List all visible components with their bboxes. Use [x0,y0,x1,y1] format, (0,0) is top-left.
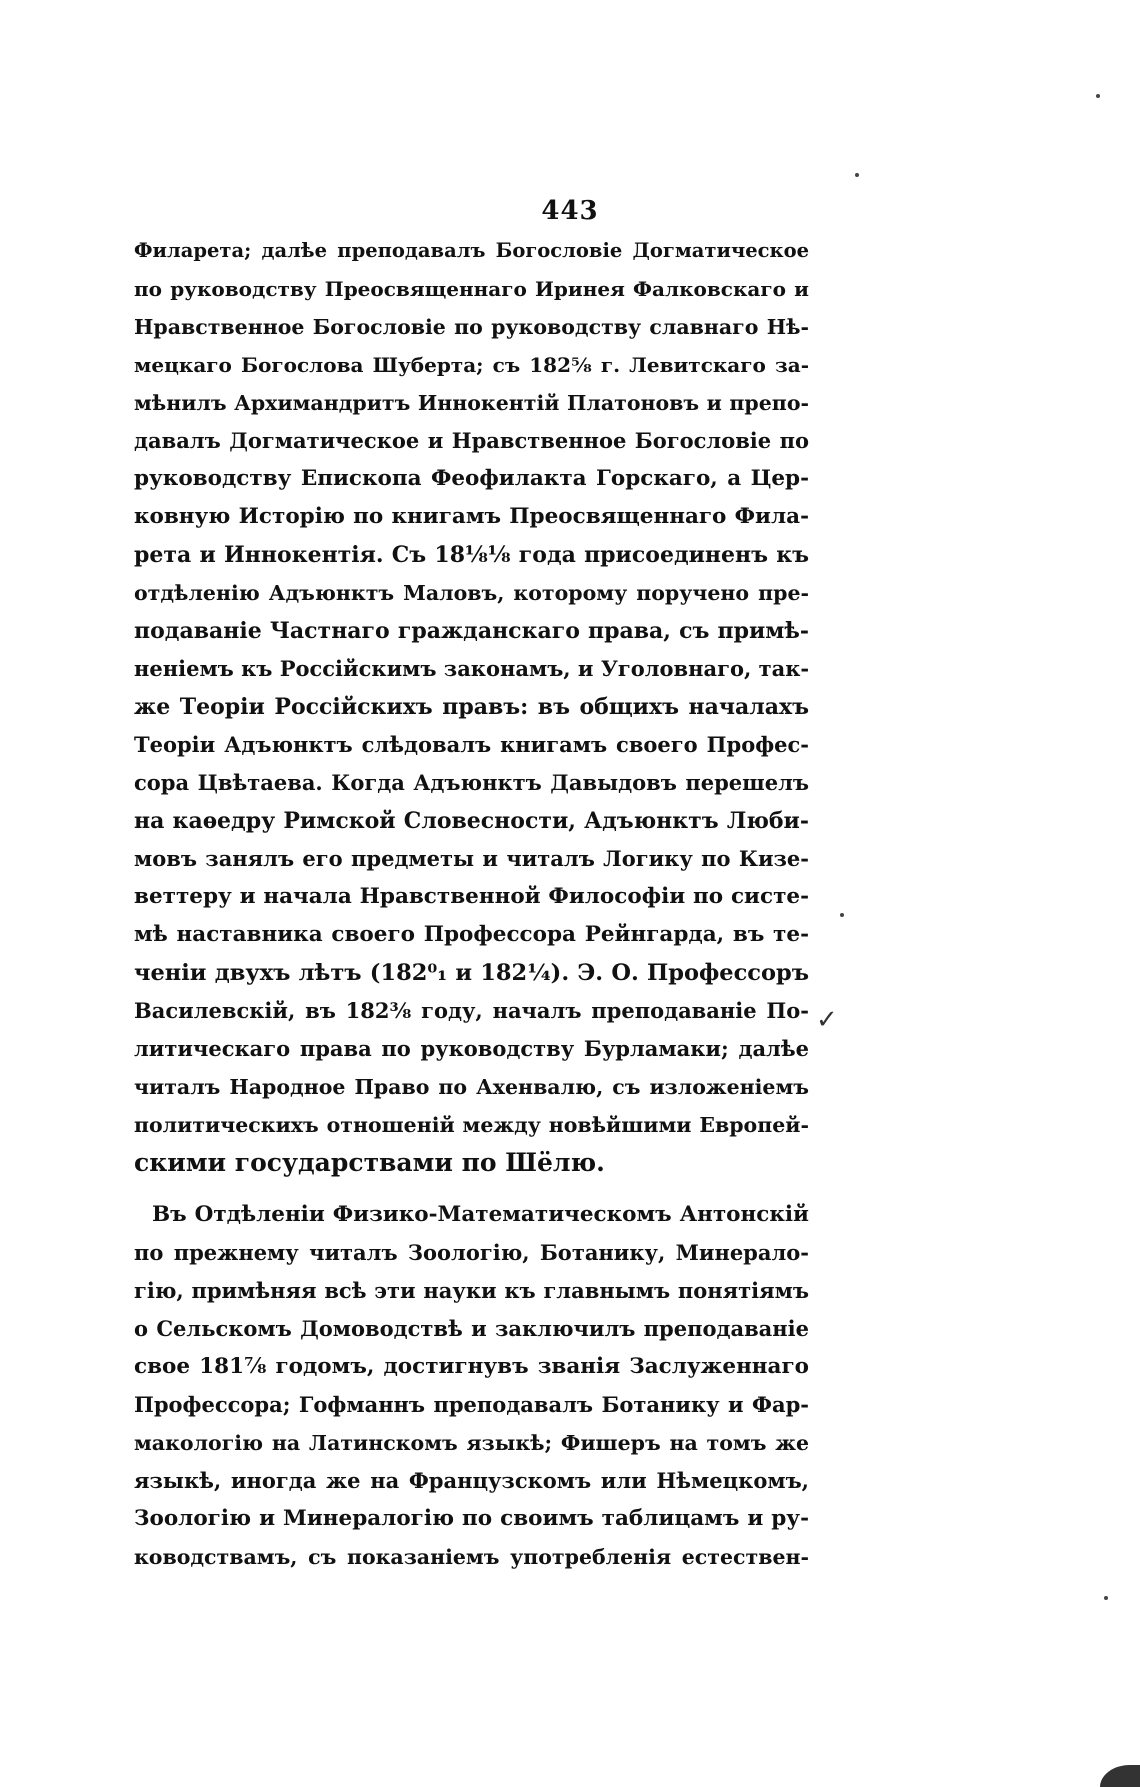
text-line: на каѳедру Римской Словесности, Адъюнктъ Люби- [134,808,809,834]
page-number: 443 [541,196,599,226]
text-line: языкѣ, иногда же на Французскомъ или Нѣмецкомъ, [134,1468,809,1493]
text-line: макологію на Латинскомъ языкѣ; Фишеръ на томъ же [134,1431,809,1455]
scan-speck [1104,1596,1108,1600]
text-line: Филарета; далѣе преподавалъ Богословіе Догматическое [134,239,809,262]
text-line: же Теоріи Россійскихъ правъ: въ общихъ началахъ [134,694,809,720]
text-line: Теоріи Адъюнктъ слѣдовалъ книгамъ своего Профес- [134,732,809,757]
text-line: отдѣленію Адъюнктъ Маловъ, которому поручено пре- [134,581,809,605]
text-line: Нравственное Богословіе по руководству славнаго Нѣ- [134,315,809,339]
text-line: мѣнилъ Архимандритъ Иннокентій Платоновъ и препо- [134,391,809,415]
text-line: Профессора; Гофманнъ преподавалъ Ботанику и Фар- [134,1392,809,1417]
text-line: сора Цвѣтаева. Когда Адъюнктъ Давыдовъ перешелъ [134,770,809,795]
text-line: ковную Исторію по книгамъ Преосвященнаго Фила- [134,504,809,529]
text-line: литическаго права по руководству Бурламаки; далѣе [134,1036,809,1061]
text-line: ченіи двухъ лѣтъ (182⁰₁ и 182¼). Э. О. Профессоръ [134,960,809,986]
text-line: политическихъ отношеній между новѣйшими Европей- [134,1113,809,1137]
text-line: Василевскій, въ 182⅜ году, началъ преподаваніе По- [134,998,809,1023]
text-line: подаваніе Частнаго гражданскаго права, съ примѣ- [134,618,809,644]
checkmark-icon: ✓ [816,1005,838,1035]
scan-speck [840,913,844,917]
text-line: скими государствами по Шёлю. [134,1148,605,1177]
scan-speck [855,173,859,177]
text-line: ководствамъ, съ показаніемъ употребленія естествен- [134,1545,809,1569]
text-line: давалъ Догматическое и Нравственное Богословіе по [134,428,809,453]
text-line: руководству Епископа Феофилакта Горскаго, а Цер- [134,466,809,491]
text-line: мецкаго Богослова Шуберта; съ 182⅝ г. Левитскаго за- [134,353,809,377]
text-line: читалъ Народное Право по Ахенвалю, съ изложеніемъ [134,1075,809,1099]
text-line: веттеру и начала Нравственной Философіи по систе- [134,884,809,909]
paragraph-gap [134,1182,809,1196]
text-line: рета и Иннокентія. Съ 18⅛⅛ года присоединенъ къ [134,542,809,568]
text-line: по руководству Преосвященнаго Иринея Фалковскаго и [134,277,809,301]
text-line: о Сельскомъ Домоводствѣ и заключилъ преподаваніе [134,1316,809,1341]
page-corner-shadow [1100,1765,1140,1787]
text-line: Зоологію и Минералогію по своимъ таблицамъ и ру- [134,1506,809,1531]
text-line: гію, примѣняя всѣ эти науки къ главнымъ понятіямъ [134,1278,809,1303]
scan-speck [1096,94,1100,98]
body-text [134,232,809,1576]
text-line: мѣ наставника своего Профессора Рейнгарда, въ те- [134,922,809,947]
text-line: свое 181⅞ годомъ, достигнувъ званія Заслуженнаго [134,1354,809,1379]
text-line: мовъ занялъ его предметы и читалъ Логику по Кизе- [134,846,809,871]
text-line: Въ Отдѣленіи Физико-Математическомъ Антонскій [152,1202,809,1227]
text-line: по прежнему читалъ Зоологію, Ботанику, Минерало- [134,1240,809,1265]
text-line: неніемъ къ Россійскимъ законамъ, и Уголовнаго, так- [134,656,809,681]
